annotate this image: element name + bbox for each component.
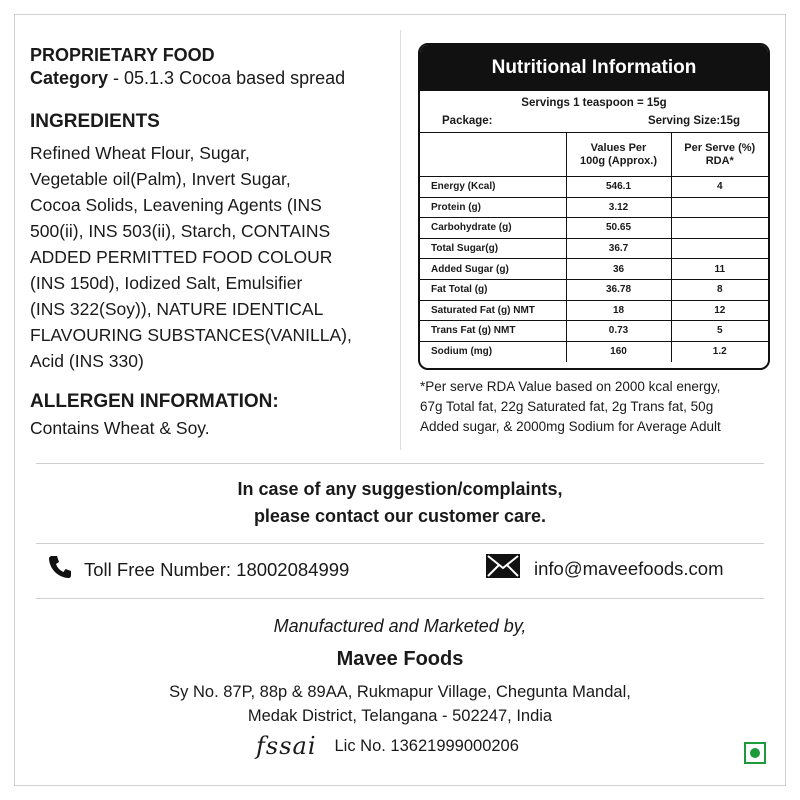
nutrition-title: Nutritional Information [420,45,768,91]
left-column [30,44,400,440]
table-row [420,238,768,259]
contact-heading-line: please contact our customer care. [253,506,547,526]
veg-dot [750,748,760,758]
contact-divider-top [36,543,764,544]
manufacturer-name: Mavee Foods [336,648,464,670]
nutrient-rda: 8 [671,279,768,300]
manufacturer-block [0,614,800,728]
table-row [420,321,768,342]
footnote-line: 67g Total fat, 22g Saturated fat, 2g Trans fat, 50g [420,399,714,414]
manufactured-by-text: Manufactured and Marketed by, [273,616,527,636]
contact-heading [0,476,800,530]
serving-size: Serving Size:15g [647,115,740,127]
nutrient-value: 36.7 [566,238,671,259]
nutrient-value: 36 [566,259,671,280]
section-divider [36,463,764,464]
header-values: Values Per 100g (Approx.) [566,133,671,177]
nutrition-panel [418,43,770,370]
nutrient-value: 3.12 [566,197,671,218]
nutrient-value: 0.73 [566,321,671,342]
ingredients-line: FLAVOURING SUBSTANCES(VANILLA), [30,325,352,345]
category-label: Category [30,68,109,88]
nutrient-rda [671,238,768,259]
nutrient-rda: 12 [671,300,768,321]
envelope-icon [486,554,520,583]
manufacturer-address [0,680,800,728]
table-row [420,218,768,239]
package-label: Package: [442,115,493,127]
ingredients-line: Refined Wheat Flour, Sugar, [30,143,250,163]
footnote-line: *Per serve RDA Value based on 2000 kcal energy, [420,379,721,394]
toll-free-text: Toll Free Number: 18002084999 [84,558,350,580]
nutrient-name: Saturated Fat (g) NMT [420,300,566,321]
nutrition-table [420,132,768,362]
category-value: - 05.1.3 Cocoa based spread [108,68,346,88]
header-nutrient [420,133,566,177]
veg-mark-icon [744,742,766,764]
nutrient-name: Trans Fat (g) NMT [420,321,566,342]
nutrient-name: Protein (g) [420,197,566,218]
nutrient-name: Sodium (mg) [420,341,566,362]
package-row [420,112,768,132]
email-line [486,554,723,583]
nutrient-rda: 4 [671,177,768,198]
nutrient-name: Fat Total (g) [420,279,566,300]
address-line: Sy No. 87P, 88p & 89AA, Rukmapur Village, Chegunta Mandal, [169,683,631,701]
license-number: Lic No. 13621999000206 [334,736,519,755]
nutrient-name: Total Sugar(g) [420,238,566,259]
rda-footnote [420,377,780,437]
vertical-divider [400,30,401,450]
toll-free-line [48,554,349,585]
nutrient-value: 160 [566,341,671,362]
table-row [420,197,768,218]
ingredients-line: Vegetable oil(Palm), Invert Sugar, [30,169,291,189]
ingredients-line: (INS 150d), Iodized Salt, Emulsifier [30,273,303,293]
nutrient-value: 36.78 [566,279,671,300]
address-line: Medak District, Telangana - 502247, India [247,707,553,725]
header-rda: Per Serve (%) RDA* [671,133,768,177]
nutrient-value: 50.65 [566,218,671,239]
nutrient-value: 546.1 [566,177,671,198]
table-header-row [420,133,768,177]
table-row [420,259,768,280]
nutrient-rda [671,197,768,218]
allergen-heading: ALLERGEN INFORMATION: [30,391,279,412]
proprietary-title: PROPRIETARY FOOD [30,45,215,65]
nutrient-value: 18 [566,300,671,321]
table-row [420,177,768,198]
ingredients-line: ADDED PERMITTED FOOD COLOUR [30,247,333,267]
servings-line: Servings 1 teaspoon = 15g [521,97,667,109]
table-row [420,341,768,362]
ingredients-line: 500(ii), INS 503(ii), Starch, CONTAINS [30,221,331,241]
ingredients-heading: INGREDIENTS [30,111,160,132]
nutrient-rda: 5 [671,321,768,342]
table-row [420,279,768,300]
table-row [420,300,768,321]
fssai-logo: fssai [256,732,317,760]
nutrient-name: Carbohydrate (g) [420,218,566,239]
nutrient-name: Added Sugar (g) [420,259,566,280]
nutrient-rda: 1.2 [671,341,768,362]
phone-icon [48,554,72,585]
ingredients-line: (INS 322(Soy)), NATURE IDENTICAL [30,299,324,319]
nutrient-name: Energy (Kcal) [420,177,566,198]
ingredients-list [30,140,400,374]
nutrient-rda: 11 [671,259,768,280]
category-line [30,67,400,90]
fssai-license [256,732,519,760]
ingredients-line: Cocoa Solids, Leavening Agents (INS [30,195,322,215]
ingredients-line: Acid (INS 330) [30,351,144,371]
nutrient-rda [671,218,768,239]
email-address: info@maveefoods.com [534,557,724,579]
contact-heading-line: In case of any suggestion/complaints, [237,479,563,499]
allergen-text: Contains Wheat & Soy. [30,418,210,438]
footnote-line: Added sugar, & 2000mg Sodium for Average Adult [420,419,721,434]
contact-divider-bottom [36,598,764,599]
